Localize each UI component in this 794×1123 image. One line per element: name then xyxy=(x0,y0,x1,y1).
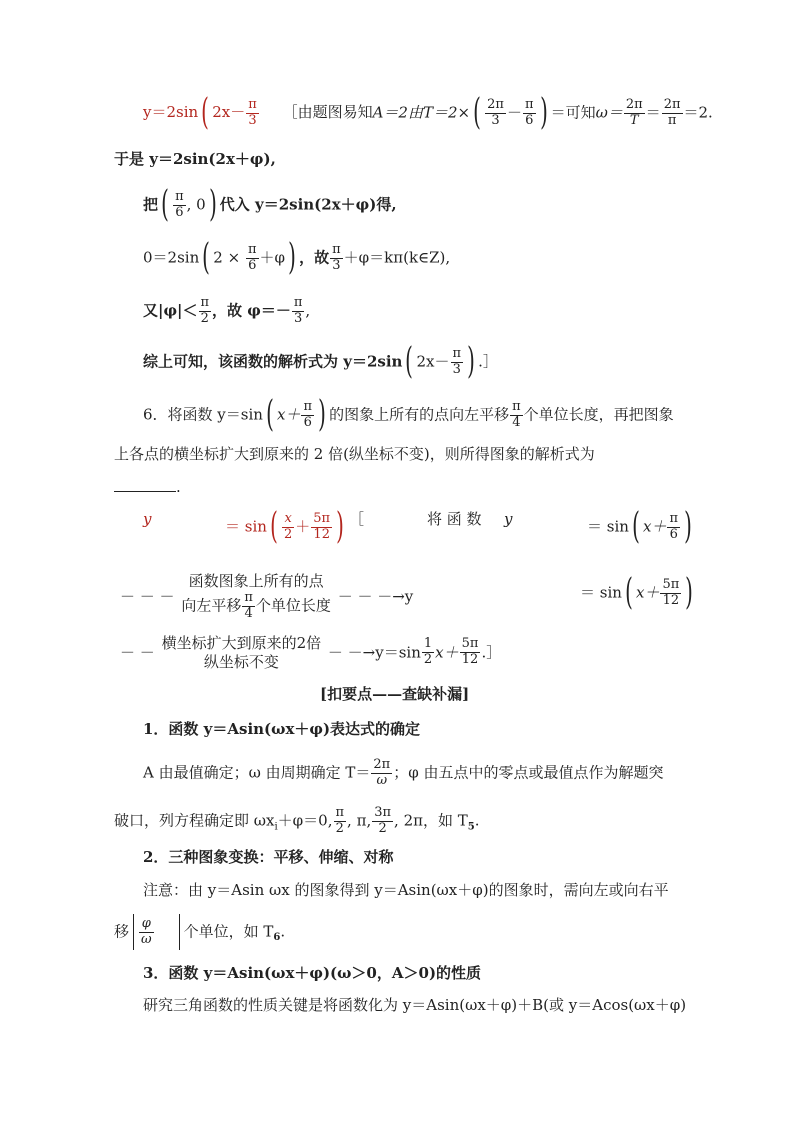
text: 6．将函数 y＝sin xyxy=(143,405,263,424)
text: 个单位长度 xyxy=(255,596,331,615)
answer6-line2 xyxy=(120,572,694,622)
den: 12 xyxy=(662,592,680,608)
text: 2 × xyxy=(213,248,241,267)
fraction xyxy=(173,190,186,221)
text: .］ xyxy=(478,352,498,371)
fraction xyxy=(372,806,393,837)
text: 2x－ xyxy=(416,352,450,371)
fraction xyxy=(510,400,523,431)
text: A 由最值确定；ω 由周期确定 T＝ xyxy=(143,763,371,782)
den: 3 xyxy=(491,112,500,128)
num: π xyxy=(332,242,341,257)
explanation-text: ＝可知 xyxy=(550,103,596,122)
fraction xyxy=(422,637,434,668)
text: . xyxy=(280,922,286,941)
fraction xyxy=(199,296,212,327)
num: 2π xyxy=(487,97,504,112)
answer-expr: ＝ sin( $\frac{x}{2}$ ＋ $\frac{5\pi}{12}$ ) xyxy=(225,506,344,548)
num: 5π xyxy=(313,511,331,526)
op: ＝ xyxy=(645,103,661,122)
num: π xyxy=(525,97,534,112)
text: ，故 φ＝－ xyxy=(212,301,291,320)
text: ＝ sin xyxy=(225,517,267,536)
text: 0＝2sin xyxy=(143,248,200,267)
paren: ( xyxy=(632,506,640,548)
num: 2π xyxy=(373,757,391,772)
text: ，故 xyxy=(299,248,330,267)
subscript: 6 xyxy=(273,932,281,943)
den: 12 xyxy=(461,652,479,668)
text: ；φ 由五点中的零点或最值点作为解题突 xyxy=(393,763,664,782)
paren: ) xyxy=(288,237,296,279)
fraction xyxy=(246,98,259,129)
fraction xyxy=(667,512,680,543)
summary-p2-title xyxy=(143,850,393,865)
paren: ( xyxy=(405,341,414,383)
num: π xyxy=(244,589,253,605)
summary-p2-line1 xyxy=(143,883,669,898)
text: . xyxy=(474,811,480,830)
answer5-line5 xyxy=(143,296,310,327)
text: y xyxy=(504,510,513,528)
text: x＋ xyxy=(642,517,667,536)
text: , xyxy=(305,301,311,320)
paren: ( xyxy=(473,92,481,134)
den: 2 xyxy=(200,310,209,326)
den: 6 xyxy=(303,414,312,430)
answer-y: y xyxy=(143,510,152,528)
answer6-line3 xyxy=(120,634,501,672)
fraction xyxy=(330,243,343,274)
expr xyxy=(580,572,696,614)
num: π xyxy=(452,346,462,361)
num: 3π xyxy=(374,805,392,820)
paren: ) xyxy=(684,506,692,548)
paren: ( xyxy=(625,572,633,614)
fraction xyxy=(485,98,506,129)
answer-text: 2x－ xyxy=(212,103,246,122)
text: 把 xyxy=(143,195,159,214)
q6-line2 xyxy=(114,447,595,462)
dashes: － －→y＝sin xyxy=(327,643,421,662)
dashes: － － －→y xyxy=(337,587,414,606)
den: 4 xyxy=(244,605,253,621)
den: 6 xyxy=(175,204,184,220)
num: π xyxy=(175,189,184,204)
paren: ( xyxy=(202,237,211,279)
paren: ) xyxy=(318,394,326,436)
text: .］ xyxy=(481,643,502,662)
text: 移 xyxy=(114,922,130,941)
answer5-line6 xyxy=(143,341,498,383)
den: 4 xyxy=(512,414,521,430)
num: π xyxy=(247,242,257,257)
text: 将 函 数 xyxy=(427,510,482,528)
text: 上各点的横坐标扩大到原来的 2 倍(纵坐标不变)，则所得图象的解析式为 xyxy=(114,445,595,463)
paren: ) xyxy=(467,341,475,383)
text: [扣要点——查缺补漏] xyxy=(320,685,470,703)
fraction xyxy=(292,296,305,327)
text: , 2π，如 T xyxy=(394,811,468,830)
transform-arrow-1 xyxy=(181,572,331,622)
answer-text: y＝2sin xyxy=(143,103,199,122)
den: ω xyxy=(376,772,388,788)
num: 2π xyxy=(625,97,643,112)
paren: ( xyxy=(161,184,169,226)
text: 又|φ|＜ xyxy=(143,301,198,320)
text: x＋ xyxy=(435,643,459,662)
fraction xyxy=(334,806,347,837)
den: 6 xyxy=(669,526,678,542)
arrow-bottom xyxy=(181,591,331,622)
text: 注意：由 y＝Asin ωx 的图象得到 y＝Asin(ωx＋φ)的图象时，需向左或向右平 xyxy=(143,881,669,899)
den: 2 xyxy=(283,526,293,542)
q6-blank-line xyxy=(114,480,181,495)
fraction xyxy=(523,98,536,129)
fraction xyxy=(662,98,683,129)
num: π xyxy=(669,511,678,526)
paren: ( xyxy=(270,506,278,548)
num: π xyxy=(303,399,313,414)
text: . xyxy=(176,478,181,496)
text: x＋ xyxy=(635,583,660,602)
fraction xyxy=(139,917,154,948)
summary-p3-title xyxy=(143,966,481,981)
text: 3．函数 y＝Asin(ωx＋φ)(ω＞0，A＞0)的性质 xyxy=(143,964,482,982)
num: 1 xyxy=(423,636,433,652)
op: － xyxy=(506,103,522,122)
num: φ xyxy=(139,917,154,933)
answer5-line1 xyxy=(143,92,713,134)
den: ω xyxy=(141,931,152,947)
fraction xyxy=(624,98,645,129)
text: x＋ xyxy=(277,405,301,424)
paren: ) xyxy=(539,92,548,134)
explanation-open: ［由题图易知 xyxy=(282,103,373,122)
text: ＋φ xyxy=(259,248,286,267)
summary-heading xyxy=(320,687,469,702)
q6-line1 xyxy=(143,394,674,436)
text: 于是 y＝2sin(2x＋φ), xyxy=(114,150,276,168)
paren: ( xyxy=(201,92,210,134)
den: 2 xyxy=(423,652,433,668)
paren: ( xyxy=(266,394,274,436)
paren: ) xyxy=(208,184,217,226)
den: 3 xyxy=(332,257,341,273)
text: ＋φ＝0, xyxy=(277,811,333,830)
fraction xyxy=(460,637,481,668)
den: 3 xyxy=(293,310,303,326)
den: 3 xyxy=(452,361,461,377)
text: ［ xyxy=(349,510,365,528)
answer5-line4 xyxy=(143,237,451,279)
arrow-bottom: 纵坐标不变 xyxy=(203,652,279,671)
text: ＋φ＝kπ(k∈Z), xyxy=(343,248,451,267)
fraction xyxy=(301,400,314,431)
fraction xyxy=(660,578,681,609)
den: T xyxy=(629,112,639,128)
dashes: － － xyxy=(120,643,155,662)
den: 2 xyxy=(335,820,344,836)
fraction xyxy=(242,591,255,622)
fraction xyxy=(311,512,332,543)
num: x xyxy=(282,512,294,528)
explanation-text: A＝2由 xyxy=(372,103,423,122)
abs-bar-right xyxy=(179,914,180,950)
op: ＝2. xyxy=(683,103,713,122)
num: π xyxy=(200,295,210,310)
paren: ) xyxy=(685,572,694,614)
text: 代入 y＝2sin(2x＋φ)得, xyxy=(219,195,397,214)
summary-p1-title xyxy=(143,722,420,737)
den: 6 xyxy=(525,112,534,128)
den: 6 xyxy=(248,257,257,273)
summary-p1-line2 xyxy=(114,806,480,837)
text: 综上可知，该函数的解析式为 y＝2sin xyxy=(143,352,403,371)
abs-bar-left xyxy=(133,914,134,950)
answer5-line3 xyxy=(143,184,397,226)
answer6-line1 xyxy=(143,506,692,548)
arrow-top: 横坐标扩大到原来的2倍 xyxy=(161,634,322,652)
explanation-text: T＝2× xyxy=(422,103,471,122)
subscript: 5 xyxy=(467,821,475,833)
fraction xyxy=(282,512,294,543)
dashes: － － － xyxy=(120,587,175,606)
answer5-line2 xyxy=(114,152,276,167)
fraction xyxy=(451,347,464,378)
num: π xyxy=(293,295,303,310)
text: 研究三角函数的性质关键是将函数化为 y＝Asin(ωx＋φ)＋B(或 y＝Acos(ωx＋φ) xyxy=(143,996,687,1014)
text: 2．三种图象变换：平移、伸缩、对称 xyxy=(143,848,394,866)
expr xyxy=(587,506,695,548)
num: π xyxy=(248,97,257,112)
num: π xyxy=(335,805,345,820)
text: 个单位，如 T xyxy=(183,922,274,941)
text: ＝ sin xyxy=(580,583,622,602)
den: 2 xyxy=(378,820,387,836)
den: 12 xyxy=(313,526,330,542)
num: 5π xyxy=(662,577,680,592)
num: 2π xyxy=(663,97,681,112)
den: 3 xyxy=(248,112,257,128)
fraction xyxy=(371,758,392,789)
summary-p2-line2 xyxy=(114,914,285,950)
text: ＝ sin xyxy=(587,517,629,536)
summary-p1-line1 xyxy=(143,758,663,789)
text: 的图象上所有的点向左平移 xyxy=(329,405,510,424)
text: 向左平移 xyxy=(181,596,242,615)
arrow-top: 函数图象上所有的点 xyxy=(188,572,324,590)
num: π xyxy=(512,399,521,414)
subscript: i xyxy=(274,821,278,833)
transform-arrow-2 xyxy=(162,634,322,672)
explanation-text: ω＝ xyxy=(595,103,623,122)
text: 破口，列方程确定即 ωx xyxy=(114,811,275,830)
fraction xyxy=(246,243,259,274)
text: 1．函数 y＝Asin(ωx＋φ)表达式的确定 xyxy=(143,720,421,738)
text: , 0 xyxy=(186,195,206,214)
num: 5π xyxy=(461,636,479,652)
text: , π, xyxy=(347,811,372,830)
summary-p3-line1 xyxy=(143,998,686,1013)
answer-blank xyxy=(114,491,176,492)
den: π xyxy=(667,112,677,128)
answer5-result xyxy=(143,92,265,134)
paren: ) xyxy=(336,506,344,548)
text: 个单位长度，再把图象 xyxy=(523,405,674,424)
